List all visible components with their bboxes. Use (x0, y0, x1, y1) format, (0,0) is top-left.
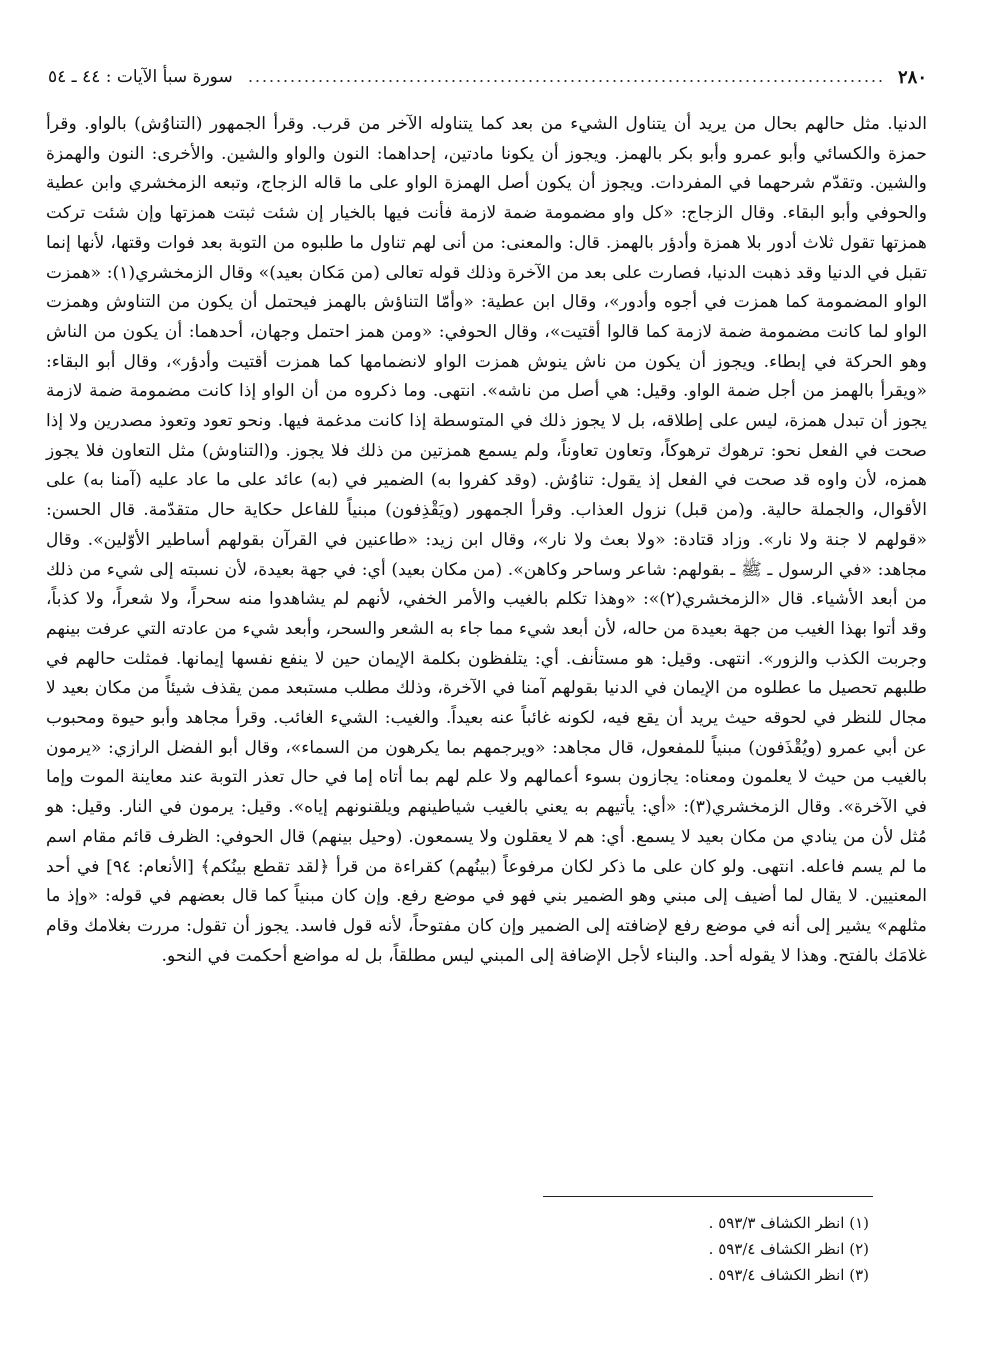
footnote-1: (١) انظر الكشاف ٥٩٣/٣ . (708, 1214, 869, 1232)
footnote-3: (٣) انظر الكشاف ٥٩٣/٤ . (708, 1266, 869, 1284)
header-dot-leader (247, 80, 884, 82)
footnote-2: (٢) انظر الكشاف ٥٩٣/٤ . (708, 1240, 869, 1258)
footnote-divider (543, 1196, 873, 1197)
page-number: ٢٨٠ (897, 66, 927, 88)
surah-range-title: سورة سبأ الآيات : ٤٤ ـ ٥٤ (48, 67, 233, 87)
running-header (48, 62, 927, 92)
footnotes (469, 1210, 869, 1288)
main-text: الدنيا. مثل حالهم بحال من يريد أن يتناول الشيء من بعد كما يتناوله الآخر من قرب. وقرأ الجمهور (التناوُش) بالواو. وقرأ حمزة والكسائي وأبو عمرو وأبو بكر بالهمز. ويجوز أن يكونا مادتين، إحداهما: النون والواو والشين. والأخرى: النون والهمزة والشين. وتقدّم شرحهما في المفردات. ويجوز أن يكون أصل الهمزة الواو على ما قاله الزجاج، وتبعه الزمخشري وابن عطية والحوفي وأبو البقاء. وقال الزجاج: «كل واو مضمومة ضمة لازمة فأنت فيها بالخيار إن شئت ثبتت همزتها وإن شئت تركت همزتها تقول ثلاث أدور بلا همزة وأدؤر بالهمز. قال: والمعنى: من أنى لهم تناول ما طلبوه من التوبة بعد فوات وقتها، لأنها إنما تقبل في الدنيا وقد ذهبت الدنيا، فصارت على بعد من الآخرة وذلك قوله تعالى (من مَكان بعيد)» وقال الزمخشري(١): «همزت الواو المضمومة كما همزت في أجوه وأدور»، وقال ابن عطية: «وأمّا التناؤش بالهمز فيحتمل أن يكون من التناوش وهمزت الواو لما كانت مضمومة ضمة لازمة كما قالوا أقتيت»، وقال الحوفي: «ومن همز احتمل وجهان، أحدهما: أن يكون من الناش وهو الحركة في إبطاء. ويجوز أن يكون من ناش ينوش همزت الواو لانضمامها كما همزت أقتيت وأدؤر»، وقال أبو البقاء: «ويقرأ بالهمز من أجل ضمة الواو. وقيل: هي أصل من ناشه». انتهى. وما ذكروه من أن الواو إذا كانت مضمومة ضمة لازمة يجوز أن تبدل همزة، ليس على إطلاقه، بل لا يجوز ذلك في المتوسطة إذا كانت مدغمة فيها. ونحو تعود وتعوذ مصدرين ولا إذا صحت في الفعل نحو: ترهوك ترهوكاً، وتعاون تعاوناً، ولم يسمع همزتين من ذلك فلا يجوز. و(التناوش) مثل التعاون فلا يجوز همزه، لأن واوه قد صحت في الفعل إذ يقول: تناوُش. (وقد كفروا به) الضمير في (به) عائد على ما عاد عليه (آمنا به) على الأقوال، والجملة حالية. و(من قبل) نزول العذاب. وقرأ الجمهور (ويَقْذِفون) مبنياً للفاعل حكاية حال متقدّمة. قال الحسن: «قولهم لا جنة ولا نار». وزاد قتادة: «ولا بعث ولا نار»، وقال ابن زيد: «طاعنين في القرآن بقولهم أساطير الأوّلين». وقال مجاهد: «في الرسول ـ ﷺ ـ بقولهم: شاعر وساحر وكاهن». (من مكان بعيد) أي: في جهة بعيدة، لأن نسبته إلى شيء من ذلك من أبعد الأشياء. قال «الزمخشري(٢)»: «وهذا تكلم بالغيب والأمر الخفي، لأنهم لم يشاهدوا منه سحراً، ولا شعراً، ولا كذباً، وقد أتوا بهذا الغيب من جهة بعيدة من حاله، لأن أبعد شيء مما جاء به الشعر والسحر، وأبعد شيء من عادته التي عرفت بينهم وجربت الكذب والزور». انتهى. وقيل: هو مستأنف. أي: يتلفظون بكلمة الإيمان حين لا ينفع نفسها إيمانها. فمثلت حالهم في طلبهم تحصيل ما عطلوه من الإيمان في الدنيا بقولهم آمنا في الآخرة، وذلك مطلب مستبعد ممن يقذف شيئاً من مكان بعيد لا مجال للنظر في لحوقه حيث يريد أن يقع فيه، لكونه غائباً عنه بعيداً. والغيب: الشيء الغائب. وقرأ مجاهد وأبو حيوة ومحبوب عن أبي عمرو (ويُقْذَفون) مبنياً للمفعول، قال مجاهد: «ويرجمهم بما يكرهون من السماء»، وقال أبو الفضل الرازي: «يرمون بالغيب من حيث لا يعلمون ومعناه: يجازون بسوء أعمالهم ولا علم لهم بما أتاه إما في حال تعذر التوبة عند معاينة الموت وإما في الآخرة». وقال الزمخشري(٣): «أي: يأتيهم به يعني بالغيب شياطينهم ويلقنونهم إياه». وقيل: يرمون في النار. وقيل: هو مُثل لأن من ينادي من مكان بعيد لا يسمع. أي: هم لا يعقلون ولا يسمعون. (وحيل بينهم) قال الحوفي: الظرف قائم مقام اسم ما لم يسم فاعله. انتهى. ولو كان على ما ذكر لكان مرفوعاً (بينُهم) كقراءة من قرأ ﴿لقد تقطع بينُكم﴾ [الأنعام: ٩٤] في أحد المعنيين. لا يقال لما أضيف إلى مبني وهو الضمير بني فهو في موضع رفع. وإن كان مبنياً كما قال بعضهم في قوله: «وإذ ما مثلهم» يشير إلى أنه في موضع رفع لإضافته إلى الضمير وإن كان مفتوحاً، لأنه قول فاسد. يجوز أن تقول: مررت بغلامك وقام غلامَك بالفتح. وهذا لا يقوله أحد. والبناء لأجل الإضافة إلى المبني ليس مطلقاً، بل له مواضع أحكمت في النحو. (46, 114, 927, 966)
